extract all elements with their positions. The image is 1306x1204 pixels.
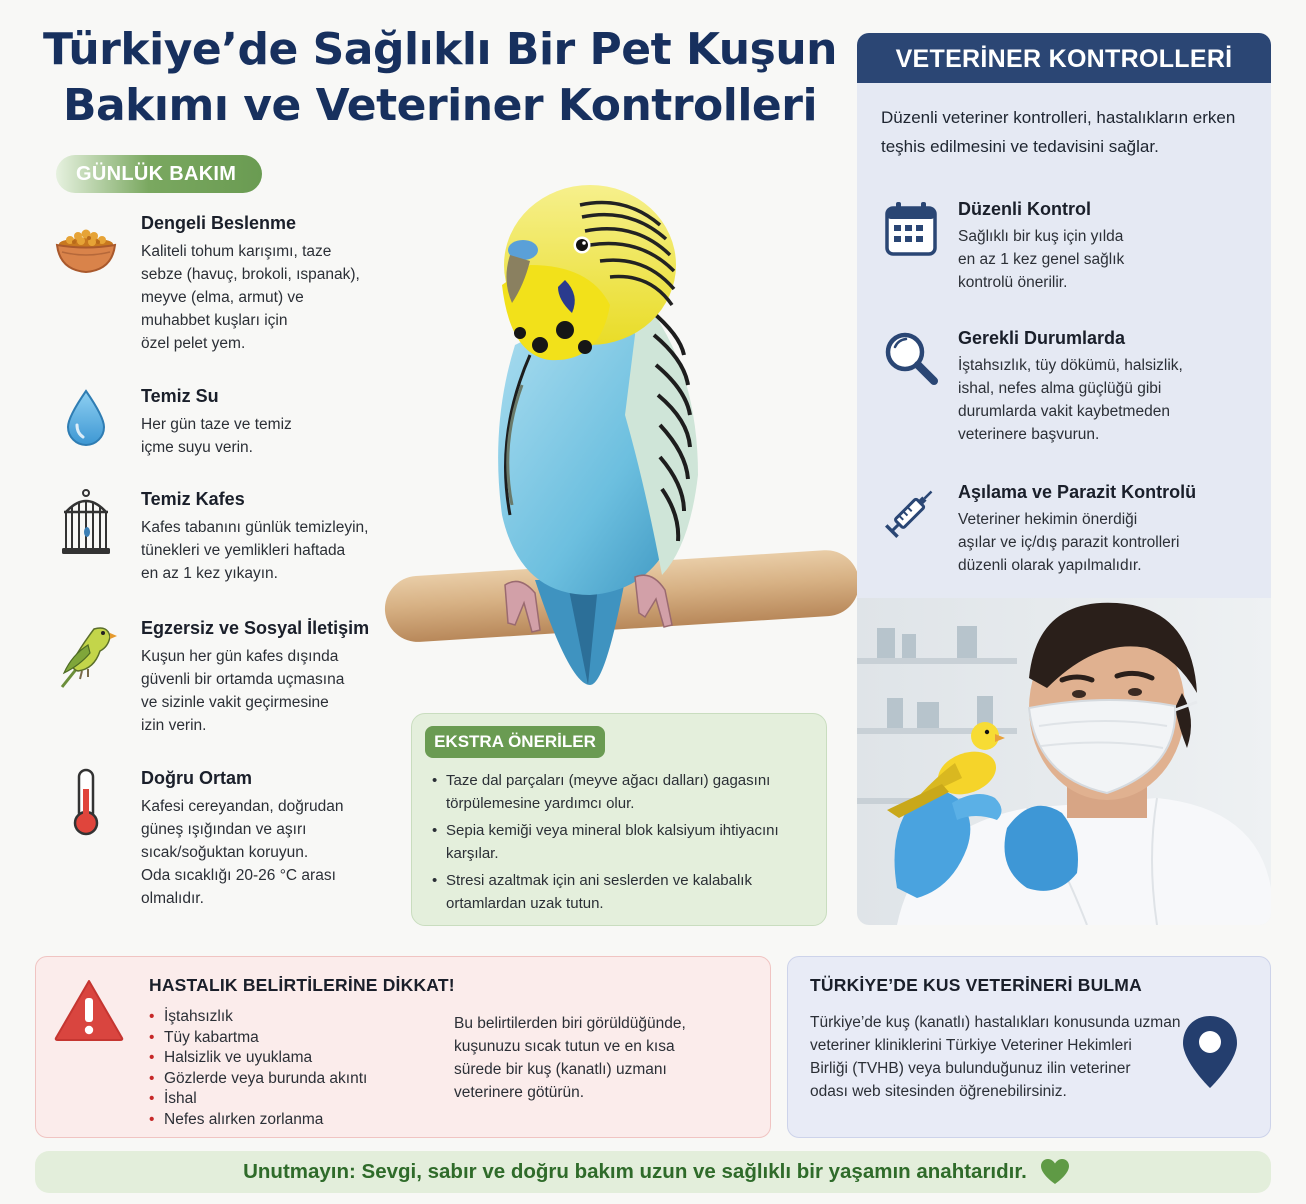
- extra-tips-heading: EKSTRA ÖNERİLER: [425, 726, 605, 758]
- find-vet-text: Türkiye’de kuş (kanatlı) hastalıkları konusunda uzman veteriner kliniklerini Türkiye Veteriner Hekimleri Birliği (TVHB) veya bulunduğunuz ilin veteriner odası web sitesinden öğrenebilirsiniz.: [810, 1014, 1181, 1100]
- list-item: • Gözlerde veya burunda akıntı: [149, 1069, 367, 1090]
- daily-care-heading: GÜNLÜK BAKIM: [56, 155, 262, 193]
- calendar-icon: [880, 198, 942, 260]
- care-item-title: Egzersiz ve Sosyal İletişim: [141, 618, 370, 638]
- vet-item-desc: Sağlıklı bir kuş için yılda en az 1 kez genel sağlık kontrolü önerilir.: [958, 228, 1125, 291]
- care-item-desc: Her gün taze ve temiz içme suyu verin.: [141, 416, 292, 456]
- bird-icon: [50, 617, 122, 689]
- care-item-desc: Kaliteli tohum karışımı, taze sebze (havuç, brokoli, ıspanak), meyve (elma, armut) ve muhabbet kuşları için özel pelet yem.: [141, 243, 360, 352]
- symptoms-list: [149, 1007, 367, 1131]
- care-item-title: Dengeli Beslenme: [141, 213, 297, 233]
- title-line-2: Bakımı ve Veteriner Kontrolleri: [62, 80, 818, 131]
- vet-intro: Düzenli veteriner kontrolleri, hastalıkların erken teşhis edilmesini ve tedavisini sağlar.: [881, 108, 1236, 156]
- list-item: • Halsizlik ve uyuklama: [149, 1048, 367, 1069]
- vet-item-title: Aşılama ve Parazit Kontrolü: [958, 482, 1197, 502]
- list-item: • Taze dal parçaları (meyve ağacı dalları) gagasını törpülemesine yardımcı olur.: [432, 770, 812, 815]
- care-item-desc: Kafes tabanını günlük temizleyin, tünekleri ve yemlikleri haftada en az 1 kez yıkayın.: [141, 519, 369, 582]
- footer-message: Unutmayın: Sevgi, sabır ve doğru bakım uzun ve sağlıklı bir yaşamın anahtarıdır.: [243, 1160, 1027, 1183]
- symptoms-heading: HASTALIK BELİRTİLERİNE DİKKAT!: [149, 975, 455, 995]
- care-item-desc: Kafesi cereyandan, doğrudan güneş ışığından ve aşırı sıcak/soğuktan koruyun. Oda sıcaklığı 20-26 °C arası olmalıdır.: [141, 798, 344, 907]
- vet-item-desc: Veteriner hekimin önerdiği aşılar ve iç/dış parazit kontrolleri düzenli olarak yapılmalıdır.: [958, 511, 1180, 574]
- title-line-1: Türkiye’de Sağlıklı Bir Pet Kuşun: [43, 24, 837, 75]
- list-item: • İştahsızlık: [149, 1007, 367, 1028]
- list-item: • Stresi azaltmak için ani seslerden ve kalabalık ortamlardan uzak tutun.: [432, 870, 812, 915]
- magnifier-icon: [880, 327, 942, 389]
- vet-examining-canary-photo: [857, 598, 1271, 925]
- care-item-desc: Kuşun her gün kafes dışında güvenli bir ortamda uçmasına ve sizinle vakit geçirmesine izin verin.: [141, 648, 345, 734]
- list-item: • Tüy kabartma: [149, 1028, 367, 1049]
- thermometer-icon: [50, 767, 122, 839]
- heart-icon: [1040, 1158, 1070, 1186]
- location-pin-icon: [1180, 1014, 1240, 1090]
- food-bowl-icon: [50, 212, 122, 284]
- birdcage-icon: [50, 488, 122, 560]
- list-item: • Sepia kemiği veya mineral blok kalsiyum ihtiyacını karşılar.: [432, 820, 812, 865]
- care-item-title: Temiz Kafes: [141, 489, 245, 509]
- list-item: • İshal: [149, 1089, 367, 1110]
- list-item: • Nefes alırken zorlanma: [149, 1110, 367, 1131]
- care-item-title: Temiz Su: [141, 386, 219, 406]
- vet-item-desc: İştahsızlık, tüy dökümü, halsizlik, ishal, nefes alma güçlüğü gibi durumlarda vakit kaybetmeden veterinere başvurun.: [958, 357, 1183, 443]
- vet-panel-heading: VETERİNER KONTROLLERİ: [857, 33, 1271, 83]
- symptoms-advice: Bu belirtilerden biri görüldüğünde, kuşunuzu sıcak tutun ve en kısa sürede bir kuş (kanatlı) uzmanı veterinere götürün.: [454, 1015, 686, 1101]
- extra-tips-list: [432, 770, 812, 920]
- warning-icon: [54, 978, 124, 1042]
- vet-item-title: Düzenli Kontrol: [958, 199, 1091, 219]
- vet-item-title: Gerekli Durumlarda: [958, 328, 1126, 348]
- syringe-icon: [880, 481, 942, 543]
- care-item-title: Doğru Ortam: [141, 768, 253, 788]
- find-vet-heading: TÜRKİYE’DE KUS VETERİNERİ BULMA: [810, 975, 1142, 995]
- page-title: [40, 22, 840, 134]
- budgie-illustration: [440, 185, 730, 690]
- water-drop-icon: [50, 385, 122, 457]
